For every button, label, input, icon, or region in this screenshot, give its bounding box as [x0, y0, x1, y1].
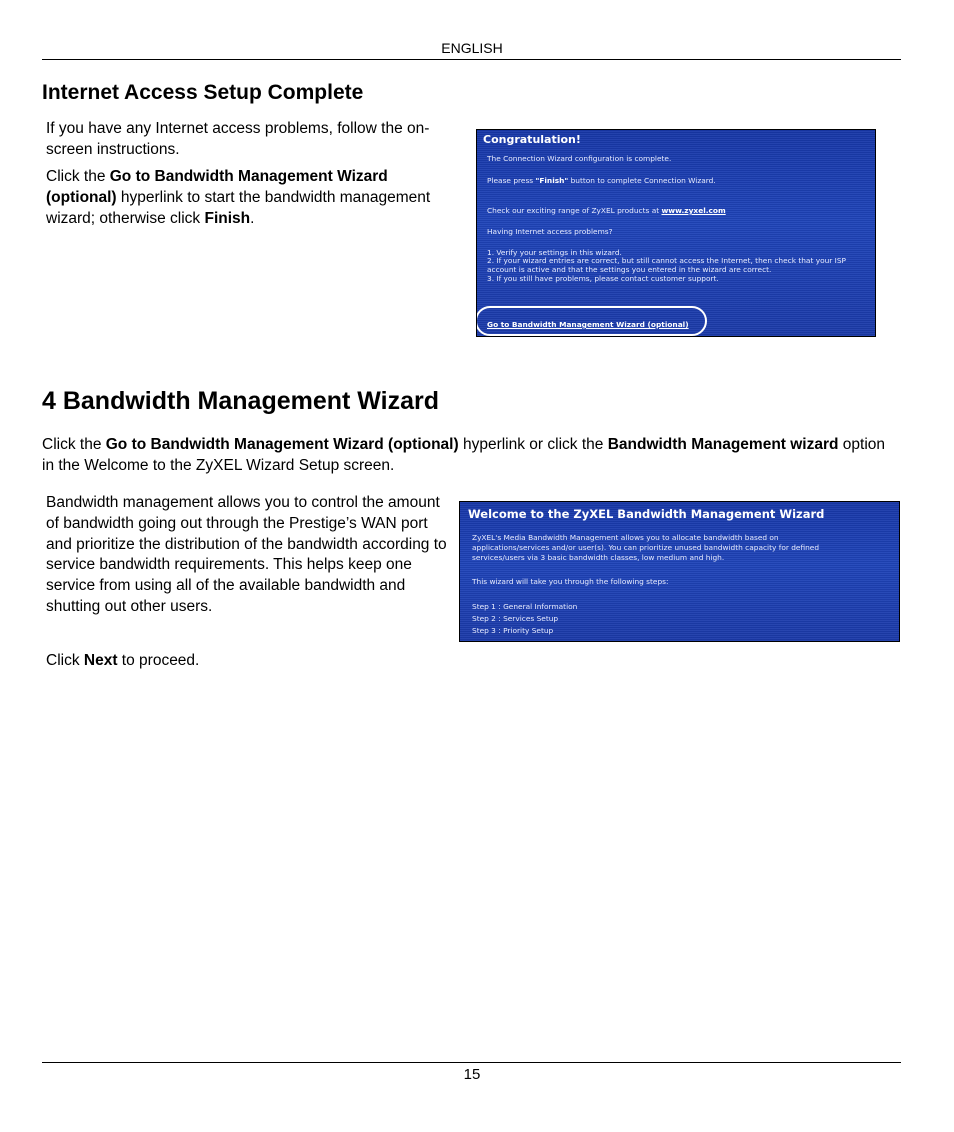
paragraph-intro	[42, 435, 892, 477]
screen-line	[487, 176, 716, 185]
welcome-screenshot	[459, 501, 900, 642]
step-item: Step 3 : Priority Setup	[472, 626, 554, 635]
screen-line: Having Internet access problems?	[487, 227, 613, 236]
screen-line: account is active and that the settings you entered in the wizard are correct.	[487, 265, 772, 274]
zyxel-link[interactable]: www.zyxel.com	[661, 206, 726, 215]
step-item: Step 2 : Services Setup	[472, 614, 559, 623]
screen-line: 3. If you still have problems, please contact customer support.	[487, 274, 719, 283]
paragraph-bandwidth-description: Bandwidth management allows you to control the amount of bandwidth going out through the Prestige’s WAN port and prioritize the distribution of the bandwidth according to service bandwidth requirements. This helps keep one service from using all of the available bandwidth and shutting out other users.	[46, 494, 447, 615]
screen-line: ZyXEL's Media Bandwidth Management allows you to allocate bandwidth based on	[472, 533, 779, 542]
text-finish: "Finish"	[535, 176, 569, 185]
text: hyperlink to start the bandwidth management wizard; otherwise click	[46, 188, 431, 227]
page-number: 15	[463, 1066, 481, 1083]
footer-rule	[42, 1062, 901, 1063]
text: option in the Welcome to the ZyXEL Wizard Setup screen.	[42, 436, 886, 474]
header-rule	[42, 59, 901, 60]
running-header: ENGLISH	[441, 40, 503, 56]
screen-line	[487, 206, 726, 215]
bold-finish: Finish	[204, 209, 251, 227]
screen-title: Congratulation!	[483, 133, 581, 146]
screen-line: services/users via 3 basic bandwidth classes, low medium and high.	[472, 553, 725, 562]
screen-line: This wizard will take you through the following steps:	[472, 577, 669, 586]
bold-link-name: Go to Bandwidth Management Wizard (optional)	[105, 436, 459, 453]
text: .	[250, 209, 255, 227]
paragraph-access-problems: If you have any Internet access problems, follow the on-screen instructions.	[46, 120, 430, 158]
screen-line: applications/services and/or user(s). You can prioritize unused bandwidth capacity for defined	[472, 543, 820, 552]
text: Please press	[487, 176, 536, 185]
bandwidth-wizard-link[interactable]: Go to Bandwidth Management Wizard (optional)	[487, 320, 689, 329]
screen-line: 2. If your wizard entries are correct, but still cannot access the Internet, then check that your ISP	[487, 256, 846, 265]
screen-title: Welcome to the ZyXEL Bandwidth Management Wizard	[468, 507, 825, 521]
screen-line: The Connection Wizard configuration is complete.	[487, 154, 672, 163]
text: Click the	[46, 168, 110, 185]
text: Click the	[42, 436, 106, 453]
text: to proceed.	[117, 652, 200, 669]
chapter-heading-bandwidth: 4 Bandwidth Management Wizard	[42, 387, 440, 415]
paragraph-click-wizard	[46, 167, 446, 229]
bold-link-name: Go to Bandwidth Management Wizard (optional)	[46, 168, 388, 206]
paragraph-click-next	[46, 651, 446, 672]
text: Check our exciting range of ZyXEL products at	[487, 206, 662, 215]
section-heading-internet-access: Internet Access Setup Complete	[42, 81, 364, 104]
text: button to complete Connection Wizard.	[568, 176, 716, 185]
bold-next: Next	[83, 652, 118, 669]
screen-line: 1. Verify your settings in this wizard.	[487, 248, 622, 257]
text: Click	[46, 652, 84, 669]
congratulation-screenshot	[476, 129, 876, 337]
step-item: Step 1 : General Information	[472, 602, 578, 611]
bold-option-name: Bandwidth Management wizard	[607, 436, 839, 453]
text: hyperlink or click the	[458, 436, 608, 453]
